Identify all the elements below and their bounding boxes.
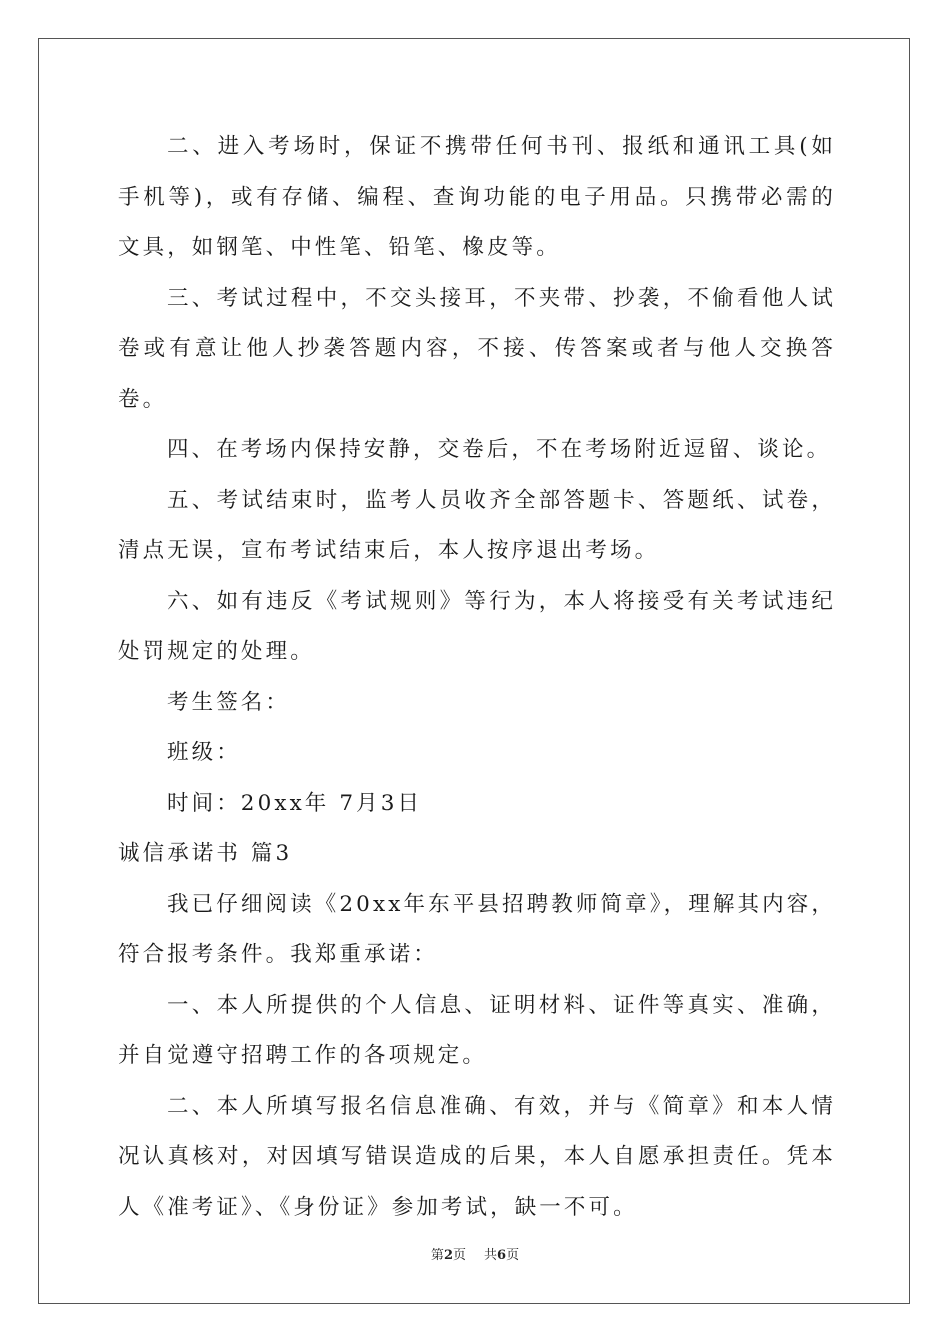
paragraph-item-4: 四、在考场内保持安静，交卷后，不在考场附近逗留、谈论。 bbox=[167, 437, 832, 462]
pledge-item-2: 二、本人所填写报名信息准确、有效，并与《简章》和本人情况认真核对，对因填写错误造成的后果，本人自愿承担责任。凭本人《准考证》、《身份证》参加考试，缺一不可。 bbox=[118, 1093, 836, 1220]
date-line: 时间：20xx年 7月3日 bbox=[167, 790, 423, 816]
total-prefix: 共 bbox=[484, 1248, 498, 1263]
section-heading: 诚信承诺书 篇3 bbox=[118, 841, 293, 866]
page-footer bbox=[0, 1244, 950, 1263]
paragraph-item-6: 六、如有违反《考试规则》等行为，本人将接受有关考试违纪处罚规定的处理。 bbox=[118, 588, 836, 664]
paragraph-item-5: 五、考试结束时，监考人员收齐全部答题卡、答题纸、试卷，清点无误，宣布考试结束后，本人按序退出考场。 bbox=[118, 487, 836, 563]
document-body bbox=[118, 122, 836, 1233]
pledge-item-1: 一、本人所提供的个人信息、证明材料、证件等真实、准确，并自觉遵守招聘工作的各项规定。 bbox=[118, 992, 836, 1068]
class-label: 班级： bbox=[167, 740, 241, 765]
signature-label: 考生签名： bbox=[167, 689, 291, 715]
page-number: 2 bbox=[443, 1248, 453, 1263]
paragraph-item-3: 三、考试过程中，不交头接耳，不夹带、抄袭，不偷看他人试卷或有意让他人抄袭答题内容，不接、传答案或者与他人交换答卷。 bbox=[118, 285, 836, 412]
page-suffix: 页 bbox=[452, 1248, 466, 1263]
section-intro: 我已仔细阅读《20xx年东平县招聘教师简章》，理解其内容，符合报考条件。我郑重承诺： bbox=[118, 891, 836, 967]
total-pages: 6 bbox=[497, 1248, 507, 1263]
total-suffix: 页 bbox=[506, 1248, 520, 1263]
paragraph-item-2: 二、进入考场时，保证不携带任何书刊、报纸和通讯工具(如手机等)，或有存储、编程、查询功能的电子用品。只携带必需的文具，如钢笔、中性笔、铅笔、橡皮等。 bbox=[118, 134, 836, 260]
page-prefix: 第 bbox=[430, 1248, 444, 1263]
